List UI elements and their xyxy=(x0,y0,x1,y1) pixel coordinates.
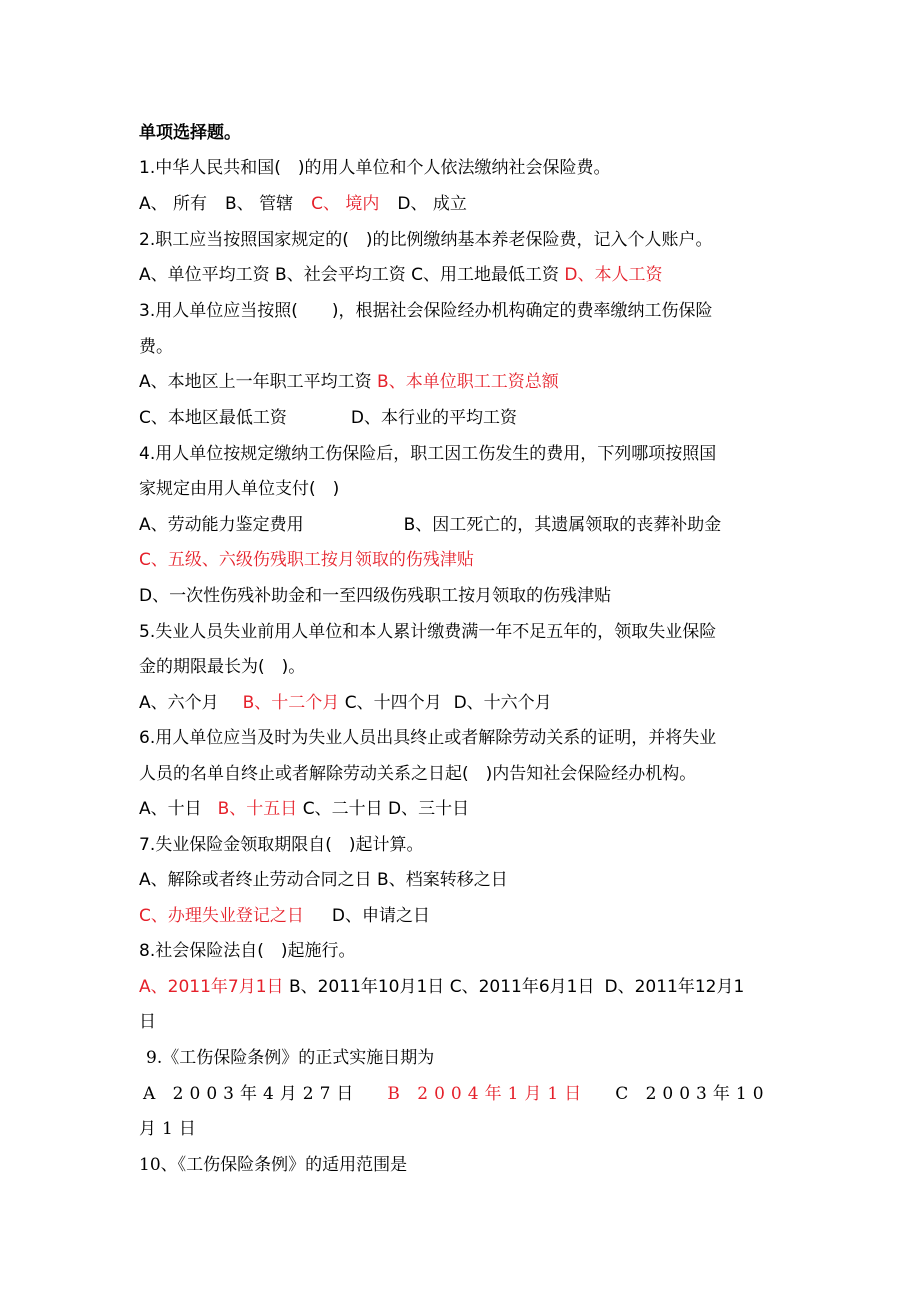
q9-stem: 9.《工伤保险条例》的正式实施日期为 xyxy=(146,1048,435,1068)
q7-option-d: D、申请之日 xyxy=(331,906,430,926)
q9-options xyxy=(143,1083,770,1105)
q2-option-b: B、社会平均工资 xyxy=(275,265,406,285)
q5-stem-line2: 金的期限最长为( )。 xyxy=(139,657,306,677)
q3-option-a: A、本地区上一年职工平均工资 xyxy=(139,372,372,392)
q4-stem-line2: 家规定由用人单位支付( ) xyxy=(139,479,340,499)
q8-option-c: C、2011年6月1日 xyxy=(449,977,595,997)
q7-option-c-answer: C、办理失业登记之日 xyxy=(139,906,304,926)
q8-stem: 8.社会保险法自( )起施行。 xyxy=(139,941,356,961)
q6-stem-line2: 人员的名单自终止或者解除劳动关系之日起( )内告知社会保险经办机构。 xyxy=(139,764,697,784)
q3-stem-line1: 3.用人单位应当按照( )，根据社会保险经办机构确定的费率缴纳工伤保险 xyxy=(139,301,713,321)
q7-options-row1 xyxy=(139,869,508,891)
q5-stem-line1: 5.失业人员失业前用人单位和本人累计缴费满一年不足五年的，领取失业保险 xyxy=(139,622,717,642)
q1-options xyxy=(139,193,467,215)
q4-options-row1 xyxy=(139,514,721,536)
q5-option-a: A、六个月 xyxy=(139,693,219,713)
q1-option-d: D、 成立 xyxy=(397,194,467,214)
q3-option-d: D、本行业的平均工资 xyxy=(350,408,517,428)
q3-options-row1 xyxy=(139,371,559,393)
q7-options-row2 xyxy=(139,905,430,927)
q3-option-b-answer: B、本单位职工工资总额 xyxy=(377,372,559,392)
section-heading: 单项选择题。 xyxy=(139,123,241,143)
q8-option-d-wrap: 日 xyxy=(139,1012,156,1032)
q6-options xyxy=(139,798,469,820)
q7-stem: 7.失业保险金领取期限自( )起计算。 xyxy=(139,835,424,855)
q8-option-b: B、2011年10月1日 xyxy=(288,977,445,997)
q2-stem: 2.职工应当按照国家规定的( )的比例缴纳基本养老保险费，记入个人账户。 xyxy=(139,230,713,250)
q6-option-c: C、二十日 xyxy=(302,799,383,819)
q10-stem: 10、《工伤保险条例》的适用范围是 xyxy=(139,1155,408,1175)
q4-option-b: B、因工死亡的，其遗属领取的丧葬补助金 xyxy=(403,515,722,535)
q6-option-d: D、三十日 xyxy=(388,799,470,819)
q4-option-d: D、一次性伤残补助金和一至四级伤残职工按月领取的伤残津贴 xyxy=(139,586,612,606)
q8-options xyxy=(139,976,744,998)
q4-option-a: A、劳动能力鉴定费用 xyxy=(139,515,304,535)
q9-option-a: A 2003年4月27日 xyxy=(143,1084,360,1104)
q2-option-d-answer: D、本人工资 xyxy=(564,265,663,285)
q2-option-c: C、用工地最低工资 xyxy=(411,265,559,285)
q9-option-b-answer: B 2004年1月1日 xyxy=(387,1084,588,1104)
q3-options-row2 xyxy=(139,407,517,429)
q9-option-c-wrap: 月1日 xyxy=(139,1119,202,1139)
q4-stem-line1: 4.用人单位按规定缴纳工伤保险后，职工因工伤发生的费用，下列哪项按照国 xyxy=(139,444,717,464)
q3-option-c: C、本地区最低工资 xyxy=(139,408,287,428)
q7-option-a: A、解除或者终止劳动合同之日 xyxy=(139,870,372,890)
q2-options xyxy=(139,264,663,286)
q8-option-d: D、2011年12月1 xyxy=(604,977,745,997)
q5-option-c: C、十四个月 xyxy=(344,693,442,713)
q1-option-c-answer: C、 境内 xyxy=(311,194,380,214)
q1-option-a: A、 所有 xyxy=(139,194,208,214)
q2-option-a: A、单位平均工资 xyxy=(139,265,270,285)
q5-options xyxy=(139,692,552,714)
q5-option-d: D、十六个月 xyxy=(453,693,552,713)
q1-option-b: B、 管辖 xyxy=(225,194,294,214)
q7-option-b: B、档案转移之日 xyxy=(377,870,508,890)
q6-option-a: A、十日 xyxy=(139,799,202,819)
q6-option-b-answer: B、十五日 xyxy=(217,799,298,819)
q9-option-c: C 2003年10 xyxy=(615,1084,770,1104)
q1-stem: 1.中华人民共和国( )的用人单位和个人依法缴纳社会保险费。 xyxy=(139,158,611,178)
q3-stem-line2: 费。 xyxy=(139,337,173,357)
q4-option-c-answer: C、五级、六级伤残职工按月领取的伤残津贴 xyxy=(139,550,474,570)
q6-stem-line1: 6.用人单位应当及时为失业人员出具终止或者解除劳动关系的证明，并将失业 xyxy=(139,728,717,748)
q8-option-a-answer: A、2011年7月1日 xyxy=(139,977,284,997)
q5-option-b-answer: B、十二个月 xyxy=(242,693,340,713)
